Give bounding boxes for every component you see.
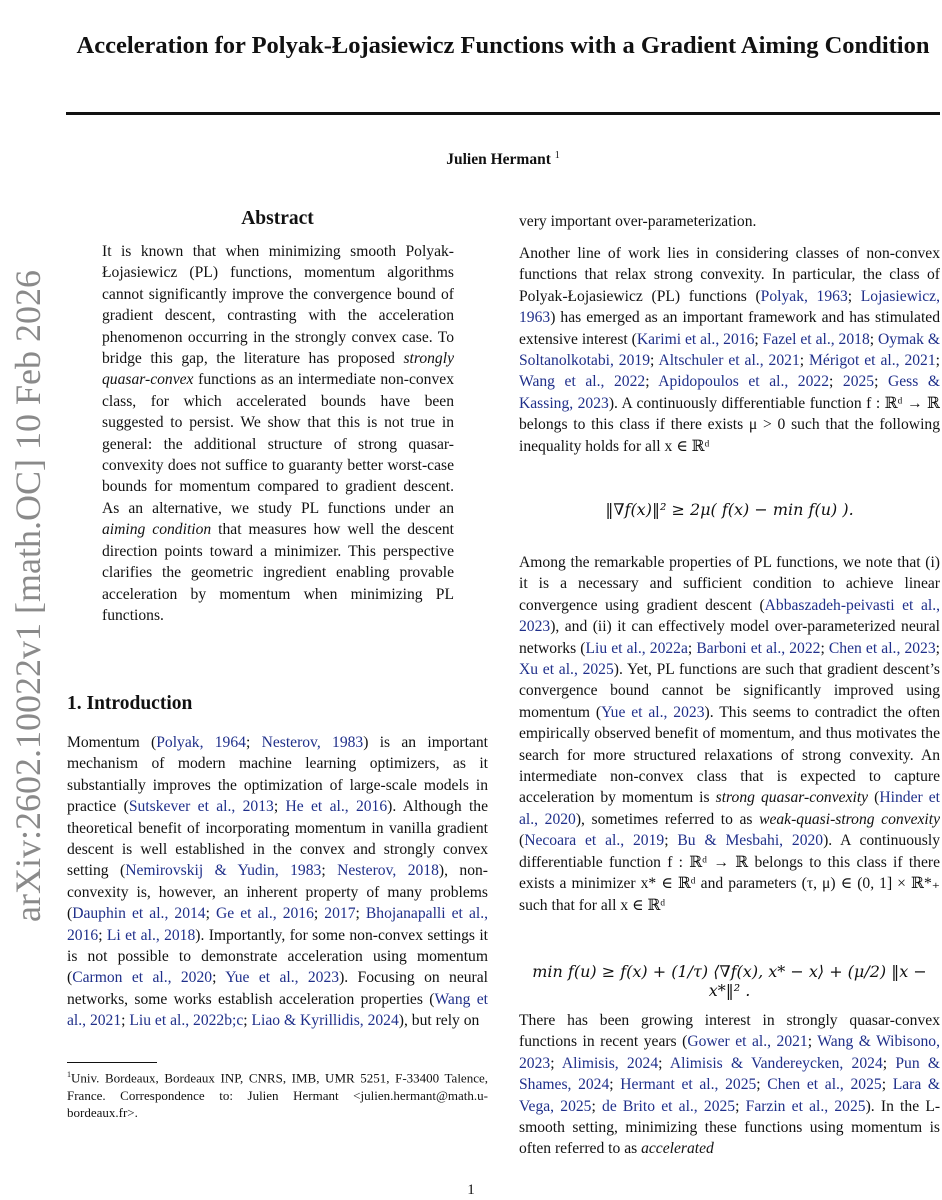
citation-link[interactable]: He et al., 2016 bbox=[285, 798, 388, 816]
citation-link[interactable]: Nesterov, 2018 bbox=[337, 862, 439, 880]
citation-link[interactable]: Wang et al., 2021 bbox=[67, 990, 488, 1030]
citation-link[interactable]: Hinder et al., 2020 bbox=[519, 789, 941, 828]
citation-link[interactable]: Altschuler et al., 2021 bbox=[658, 352, 800, 370]
citation-link[interactable]: Liu et al., 2022b;c bbox=[129, 1012, 244, 1030]
citation-link[interactable]: Bu & Mesbahi, 2020 bbox=[677, 832, 824, 850]
equation-quasar-convexity: min f(u) ≥ f(x) + (1/τ) ⟨∇f(x), x* − x⟩ + (μ/2) ‖x − x*‖² . bbox=[532, 962, 927, 1000]
citation-link[interactable]: Necoara et al., 2019 bbox=[524, 832, 665, 850]
citation-link[interactable]: Wang & Wibisono, 2023 bbox=[519, 1033, 940, 1072]
paper-title: Acceleration for Polyak-Łojasiewicz Functions with a Gradient Aiming Condition bbox=[76, 32, 930, 59]
abstract-heading: Abstract bbox=[241, 208, 314, 229]
citation-link[interactable]: 2025 bbox=[842, 373, 875, 391]
citation-link[interactable]: Sutskever et al., 2013 bbox=[128, 798, 274, 816]
citation-link[interactable]: Nemirovskij & Yudin, 1983 bbox=[125, 862, 322, 880]
citation-link[interactable]: Farzin et al., 2025 bbox=[745, 1097, 866, 1115]
affil-mark: 1 bbox=[554, 150, 560, 161]
page-number: 1 bbox=[467, 1182, 475, 1198]
footnote: $^1$Univ. Bordeaux, Bordeaux INP, CNRS, IMB, UMR 5251, F-33400 Talence, France. Correspondence to: Julien Hermant <julien.hermant@math.u-bordeaux.fr>. bbox=[67, 1070, 488, 1121]
citation-link[interactable]: Alimisis, 2024 bbox=[561, 1054, 659, 1072]
citation-link[interactable]: Alimisis & Vandereycken, 2024 bbox=[669, 1054, 883, 1072]
citation-link[interactable]: Dauphin et al., 2014 bbox=[72, 905, 206, 923]
intro-paragraph-4: There has been growing interest in strongly quasar-convex functions in recent years (Gower et al., 2021; Wang & Wibisono, 2023; Alimisis, 2024; Alimisis & Vandereycken, 2024; Pun & Shames, 2024; Hermant et al., 2025; Chen et al., 2025; Lara & Vega, 2025; de Brito et al., 2025; Farzin et al., 2025). In the L-smooth setting, minimizing these functions using momentum is often referred to as accelerated bbox=[519, 1012, 941, 1158]
citation-link[interactable]: Polyak, 1963 bbox=[760, 287, 848, 305]
citation-link[interactable]: Apidopoulos et al., 2022 bbox=[658, 373, 829, 391]
citation-link[interactable]: Liao & Kyrillidis, 2024 bbox=[251, 1012, 399, 1030]
citation-link[interactable]: Xu et al., 2025 bbox=[519, 661, 614, 679]
citation-link[interactable]: Karimi et al., 2016 bbox=[636, 330, 755, 348]
citation-link[interactable]: Chen et al., 2025 bbox=[767, 1076, 882, 1094]
title-rule bbox=[66, 112, 940, 115]
citation-link[interactable]: Abbaszadeh-peivasti et al., 2023 bbox=[519, 596, 940, 636]
footnote-rule bbox=[67, 1062, 157, 1063]
citation-link[interactable]: Yue et al., 2023 bbox=[225, 969, 340, 987]
citation-link[interactable]: Hermant et al., 2025 bbox=[620, 1076, 757, 1094]
citation-link[interactable]: Barboni et al., 2022 bbox=[696, 639, 821, 657]
intro-paragraph-1-continued: very important over-parameterization. bbox=[519, 213, 757, 230]
citation-link[interactable]: Polyak, 1964 bbox=[156, 734, 246, 751]
citation-link[interactable]: Bhojanapalli et al., 2016 bbox=[67, 905, 489, 944]
citation-link[interactable]: Oymak & Soltanolkotabi, 2019 bbox=[519, 330, 941, 370]
citation-link[interactable]: Mérigot et al., 2021 bbox=[809, 352, 936, 370]
citation-link[interactable]: Ge et al., 2016 bbox=[216, 905, 314, 923]
citation-link[interactable]: Wang et al., 2022 bbox=[519, 373, 646, 391]
citation-link[interactable]: Yue et al., 2023 bbox=[601, 703, 705, 721]
citation-link[interactable]: Chen et al., 2023 bbox=[828, 639, 936, 657]
emphasis: weak-quasi-strong convexity bbox=[759, 810, 941, 828]
citation-link[interactable]: Nesterov, 1983 bbox=[261, 734, 364, 751]
abstract-body: It is known that when minimizing smooth Polyak-Łojasiewicz (PL) functions, momentum algorithms cannot significantly improve the convergence bound of gradient descent, contrasting with the acceleration phenomenon occurring in the strongly convex case. To bridge this gap, the literature has proposed strongly quasar-convex functions as an intermediate non-convex class, for which accelerated bounds have been suggested to persist. We show that this is not true in general: the additional structure of strong quasar-convexity does not suffice to guaranty better worst-case bounds for momentum compared to gradient descent. As an alternative, we study PL functions under an aiming condition that measures how well the descent direction points toward a minimizer. This perspective clarifies the geometric ingredient enabling provable acceleration by momentum when minimizing PL functions. bbox=[102, 243, 454, 624]
citation-link[interactable]: de Brito et al., 2025 bbox=[602, 1097, 736, 1115]
citation-link[interactable]: 2017 bbox=[324, 905, 356, 923]
citation-link[interactable]: Pun & Shames, 2024 bbox=[519, 1054, 940, 1094]
emphasis: strong quasar-convexity bbox=[715, 789, 869, 807]
citation-link[interactable]: Lara & Vega, 2025 bbox=[519, 1076, 941, 1115]
author-line bbox=[66, 150, 940, 169]
citation-link[interactable]: Gess & Kassing, 2023 bbox=[519, 373, 941, 412]
citation-link[interactable]: Fazel et al., 2018 bbox=[762, 330, 870, 348]
intro-paragraph-1: Momentum (Polyak, 1964; Nesterov, 1983) is an important mechanism of modern machine learning optimizers, as it substantially improves the optimization of large-scale models in practice (Sutskever et al., 2013; He et al., 2016). Although the theoretical benefit of incorporating momentum in vanilla gradient descent is well established in the convex and strongly convex setting (Nemirovskij & Yudin, 1983; Nesterov, 2018), non-convexity is, however, an inherent property of many problems (Dauphin et al., 2014; Ge et al., 2016; 2017; Bhojanapalli et al., 2016; Li et al., 2018). Importantly, for some non-convex settings it is not possible to demonstrate acceleration using momentum (Carmon et al., 2020; Yue et al., 2023). Focusing on neural networks, some works establish acceleration properties (Wang et al., 2021; Liu et al., 2022b;c; Liao & Kyrillidis, 2024), but rely on bbox=[67, 734, 489, 1030]
arxiv-stamp: arXiv:2602.10022v1 [math.OC] 10 Feb 2026 bbox=[8, 270, 48, 922]
citation-link[interactable]: Carmon et al., 2020 bbox=[72, 969, 213, 987]
emphasis: accelerated bbox=[641, 1140, 714, 1158]
intro-paragraph-2: Another line of work lies in considering classes of non-convex functions that relax strong convexity. In particular, the class of Polyak-Łojasiewicz (PL) functions (Polyak, 1963; Lojasiewicz, 1963) has emerged as an important framework and has stimulated extensive interest (Karimi et al., 2016; Fazel et al., 2018; Oymak & Soltanolkotabi, 2019; Altschuler et al., 2021; Mérigot et al., 2021; Wang et al., 2022; Apidopoulos et al., 2022; 2025; Gess & Kassing, 2023). A continuously differentiable function f : ℝᵈ → ℝ belongs to this class if there exists μ > 0 such that the following inequality holds for all x ∈ ℝᵈ bbox=[519, 245, 941, 455]
equation-pl-inequality: ‖∇f(x)‖² ≥ 2μ( f(x) − min f(u) ). bbox=[605, 500, 854, 519]
citation-link[interactable]: Li et al., 2018 bbox=[106, 926, 196, 944]
intro-paragraph-3: Among the remarkable properties of PL functions, we note that (i) it is a necessary and sufficient condition to achieve linear convergence using gradient descent (Abbaszadeh-peivasti et al., 2023), and (ii) it can effectively model over-parameterized neural networks (Liu et al., 2022a; Barboni et al., 2022; Chen et al., 2023; Xu et al., 2025). Yet, PL functions are such that gradient descent’s convergence bound cannot be significantly improved using momentum (Yue et al., 2023). This seems to contradict the often empirically observed benefit of momentum, and thus motivates the search for more structured relaxations of strong convexity. An intermediate non-convex class that is expected to capture acceleration by momentum is strong quasar-convexity (Hinder et al., 2020), sometimes referred to as weak-quasi-strong convexity (Necoara et al., 2019; Bu & Mesbahi, 2020). A continuously differentiable function f : ℝᵈ → ℝ belongs to this class if there exists a minimizer x* ∈ ℝᵈ and parameters (τ, μ) ∈ (0, 1] × ℝ*₊ such that for all x ∈ ℝᵈ bbox=[519, 554, 941, 914]
citation-link[interactable]: Liu et al., 2022a bbox=[585, 639, 688, 657]
citation-link[interactable]: Lojasiewicz, 1963 bbox=[519, 287, 940, 327]
section-heading-introduction: 1. Introduction bbox=[67, 693, 193, 714]
author-name: Julien Hermant bbox=[446, 151, 551, 169]
citation-link[interactable]: Gower et al., 2021 bbox=[687, 1033, 808, 1051]
